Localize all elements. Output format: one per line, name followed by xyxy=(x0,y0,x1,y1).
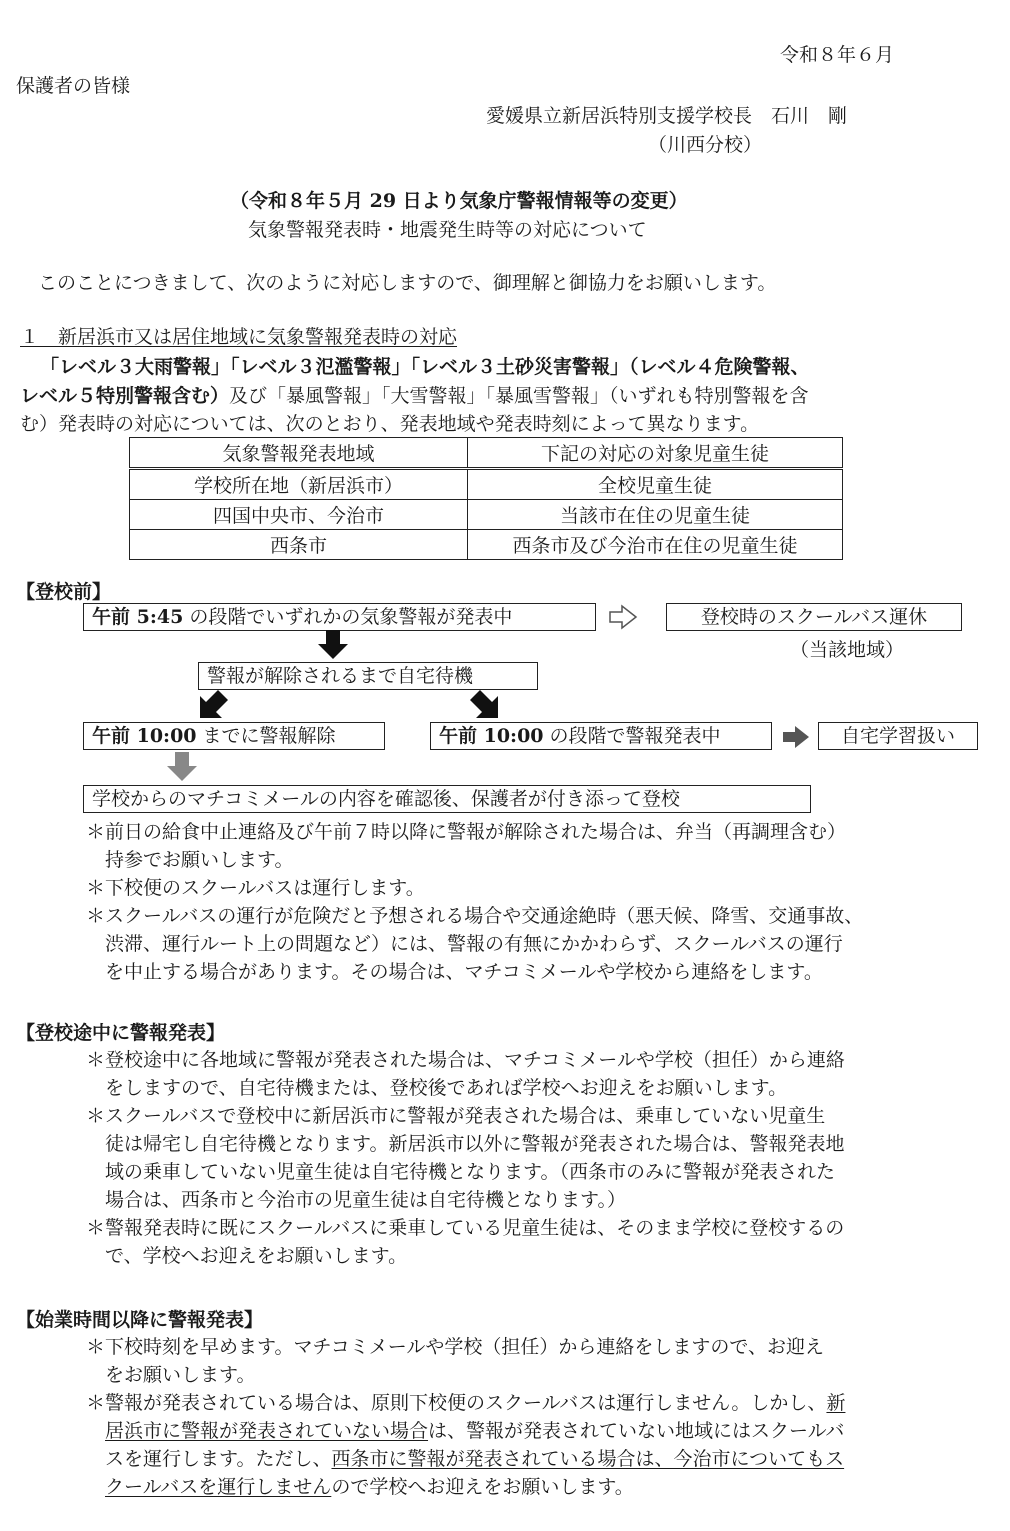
flow-box-home-study: 自宅学習扱い xyxy=(818,722,978,750)
section1-heading: １ 新居浜市又は居住地域に気象警報発表時の対応 xyxy=(20,326,458,348)
note-line: ＊前日の給食中止連絡及び午前７時以降に警報が解除された場合は、弁当（再調理含む） xyxy=(86,821,847,843)
flow-box-545: 午前 5:45 の段階でいずれかの気象警報が発表中 xyxy=(83,603,596,631)
arrow-right-solid-icon xyxy=(781,724,811,750)
note-line: を中止する場合があります。その場合は、マチコミメールや学校から連絡をします。 xyxy=(86,961,823,983)
flow-box-cleared-by-10: 午前 10:00 までに警報解除 xyxy=(83,722,385,750)
note-line: ＊スクールバスの運行が危険だと予想される場合や交通途絶時（悪天候、降雪、交通事故、 xyxy=(86,905,864,927)
table-row xyxy=(130,469,843,500)
title-line2: 気象警報発表時・地震発生時等の対応について xyxy=(248,219,647,241)
table-cell: 西条市及び今治市在住の児童生徒 xyxy=(468,530,843,560)
note-line: ＊下校便のスクールバスは運行します。 xyxy=(86,877,425,899)
note-line: クールバスを運行しませんので学校へお迎えをお願いします。 xyxy=(105,1476,634,1498)
section1-para-line1: 「レベル３大雨警報」「レベル３氾濫警報」「レベル３土砂災害警報」（レベル４危険警報、 xyxy=(40,356,810,378)
flow-box-bus-suspended: 登校時のスクールバス運休 xyxy=(666,603,962,631)
note-line: 徒は帰宅し自宅待機となります。新居浜市以外に警報が発表された場合は、警報発表地 xyxy=(86,1133,845,1155)
table-cell: 西条市 xyxy=(130,530,468,560)
sender: 愛媛県立新居浜特別支援学校長 石川 剛 xyxy=(486,105,848,127)
after-start-notes xyxy=(86,1333,845,1501)
before-school-notes xyxy=(86,818,863,986)
branch-name: （川西分校） xyxy=(648,134,763,156)
during-commute-heading: 【登校途中に警報発表】 xyxy=(16,1022,226,1044)
note-line: スを運行します。ただし、西条市に警報が発表されている場合は、今治市についてもス xyxy=(86,1448,845,1470)
note-line: で、学校へお迎えをお願いします。 xyxy=(86,1245,408,1267)
note-line: をしますので、自宅待機または、登校後であれば学校へお迎えをお願いします。 xyxy=(86,1077,788,1099)
note-line: 域の乗車していない児童生徒は自宅待機となります。（西条市のみに警報が発表された xyxy=(86,1161,835,1183)
table-cell: 四国中央市、今治市 xyxy=(130,500,468,530)
table-cell: 当該市在住の児童生徒 xyxy=(468,500,843,530)
section1-para-line2: レベル５特別警報含む）及び「暴風警報」「大雪警報」「暴風雪警報」（いずれも特別警報を含 xyxy=(20,385,809,407)
arrow-right-icon xyxy=(608,604,638,630)
table-cell: 学校所在地（新居浜市） xyxy=(130,469,468,500)
table-header-row xyxy=(130,438,843,469)
note-line: をお願いします。 xyxy=(86,1364,256,1386)
section1-para-line3: む）発表時の対応については、次のとおり、発表地域や発表時刻によって異なります。 xyxy=(20,413,760,435)
note-line: 持参でお願いします。 xyxy=(86,849,294,871)
arrow-down-gray-icon xyxy=(166,752,198,782)
note-line: 居浜市に警報が発表されていない場合は、警報が発表されていない地域にはスクールバ xyxy=(105,1420,845,1442)
flow-box-active-at-10: 午前 10:00 の段階で警報発表中 xyxy=(430,722,772,750)
note-line: ＊スクールバスで登校中に新居浜市に警報が発表された場合は、乗車していない児童生 xyxy=(86,1105,826,1127)
document-date: 令和８年６月 xyxy=(780,44,895,66)
arrow-down-icon xyxy=(316,630,350,660)
note-line: ＊警報が発表されている場合は、原則下校便のスクールバスは運行しません。しかし、新 xyxy=(86,1392,846,1414)
flow-box-escorted-attendance: 学校からのマチコミメールの内容を確認後、保護者が付き添って登校 xyxy=(83,785,811,813)
table-cell: 全校児童生徒 xyxy=(468,469,843,500)
table-header-cell: 下記の対応の対象児童生徒 xyxy=(468,438,843,469)
arrow-down-left-icon xyxy=(196,690,230,722)
note-line: 渋滞、運行ルート上の問題など）には、警報の有無にかかわらず、スクールバスの運行 xyxy=(86,933,843,955)
arrow-down-right-icon xyxy=(468,690,502,722)
during-commute-notes xyxy=(86,1046,845,1270)
before-school-heading: 【登校前】 xyxy=(16,581,112,603)
title-line1: （令和８年５月 29 日より気象庁警報情報等の変更） xyxy=(230,190,688,212)
area-table xyxy=(129,437,843,560)
note-line: ＊警報発表時に既にスクールバスに乗車している児童生徒は、そのまま学校に登校するの xyxy=(86,1217,845,1239)
recipient: 保護者の皆様 xyxy=(16,75,131,97)
table-row xyxy=(130,530,843,560)
intro-text: このことにつきまして、次のように対応しますので、御理解と御協力をお願いします。 xyxy=(38,272,777,294)
table-row xyxy=(130,500,843,530)
flow-box-wait-home: 警報が解除されるまで自宅待機 xyxy=(198,662,538,690)
note-line: ＊登校途中に各地域に警報が発表された場合は、マチコミメールや学校（担任）から連絡 xyxy=(86,1049,845,1071)
bus-suspended-note: （当該地域） xyxy=(790,639,905,661)
note-line: 場合は、西条市と今治市の児童生徒は自宅待機となります。） xyxy=(86,1189,626,1211)
table-header-cell: 気象警報発表地域 xyxy=(130,438,468,469)
note-line: ＊下校時刻を早めます。マチコミメールや学校（担任）から連絡をしますので、お迎え xyxy=(86,1336,824,1358)
after-start-heading: 【始業時間以降に警報発表】 xyxy=(16,1309,264,1331)
